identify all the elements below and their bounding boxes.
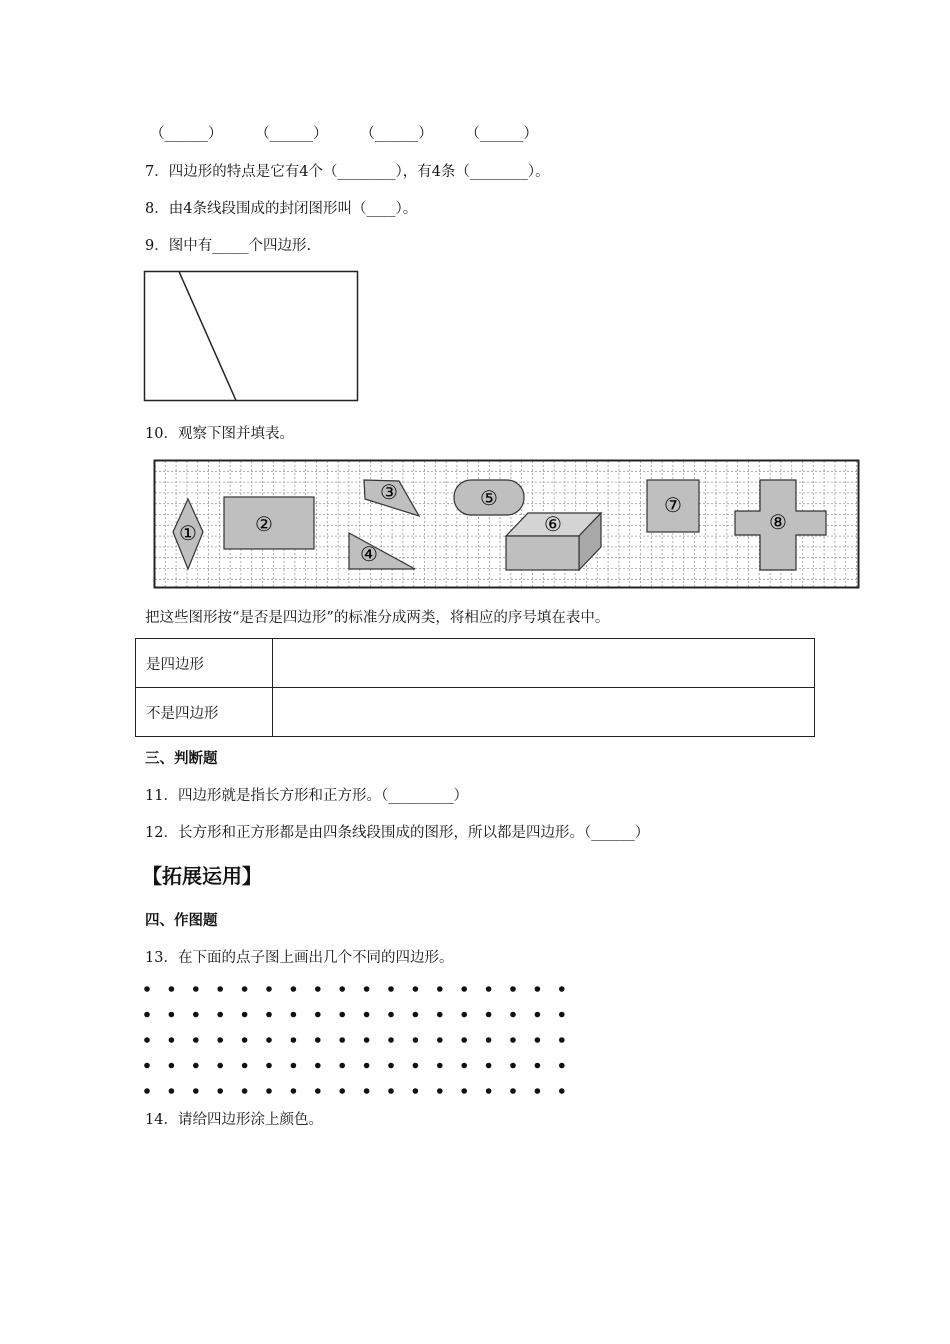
answer-blank[interactable]: （______） [465,126,538,142]
question-9: 9．图中有_____个四边形. [145,238,312,254]
grid-dot[interactable] [413,1012,419,1018]
grid-dot[interactable] [364,1012,370,1018]
grid-dot[interactable] [437,1063,443,1069]
section-4-heading: 四、作图题 [145,913,218,929]
question-8: 8．由4条线段围成的封闭图形叫（____）。 [145,201,418,217]
grid-dot[interactable] [193,1063,199,1069]
grid-dot[interactable] [144,1088,150,1094]
answer-blank[interactable]: （______） [150,126,223,142]
grid-dot[interactable] [315,1037,321,1043]
grid-dot[interactable] [169,1037,175,1043]
grid-dot[interactable] [144,1037,150,1043]
q9-divider-line [179,272,236,401]
table-row [136,688,815,737]
question-14: 14．请给四边形涂上颜色。 [145,1112,323,1128]
grid-dot[interactable] [535,1012,541,1018]
grid-dot[interactable] [217,986,223,992]
grid-dot[interactable] [388,1063,394,1069]
grid-dot[interactable] [388,1088,394,1094]
grid-dot[interactable] [510,986,516,992]
question-10: 10．观察下图并填表。 [145,426,294,442]
answer-blank[interactable]: （______） [360,126,433,142]
grid-dot[interactable] [461,1012,467,1018]
grid-dot[interactable] [461,1063,467,1069]
grid-dot[interactable] [217,1012,223,1018]
extension-title: 【拓展运用】 [142,864,262,888]
grid-dot[interactable] [242,1037,248,1043]
grid-dot[interactable] [242,1088,248,1094]
grid-dot[interactable] [169,1088,175,1094]
grid-dot[interactable] [510,1037,516,1043]
grid-dot[interactable] [388,1037,394,1043]
grid-dot[interactable] [486,1063,492,1069]
grid-dot[interactable] [437,1088,443,1094]
grid-dot[interactable] [144,1063,150,1069]
grid-dot[interactable] [144,986,150,992]
q10-shape-grid [153,459,861,591]
grid-dot[interactable] [217,1063,223,1069]
shape-label-4: ④ [360,542,378,566]
grid-dot[interactable] [315,1012,321,1018]
grid-dot[interactable] [535,1037,541,1043]
grid-dot[interactable] [559,1088,565,1094]
grid-dot[interactable] [364,1088,370,1094]
grid-dot[interactable] [169,1012,175,1018]
shape-label-2: ② [255,512,273,536]
grid-dot[interactable] [559,1012,565,1018]
grid-dot[interactable] [291,986,297,992]
answer-cell-not-quadrilateral[interactable] [273,688,815,737]
grid-dot[interactable] [461,986,467,992]
question-7: 7．四边形的特点是它有4个（________），有4条（________）。 [145,164,550,180]
shape-label-3: ③ [380,480,398,504]
question-13: 13．在下面的点子图上画出几个不同的四边形。 [145,950,454,966]
table-row [136,639,815,688]
answer-blanks-row [150,124,566,144]
grid-dot[interactable] [339,1037,345,1043]
shape-label-7: ⑦ [664,493,682,517]
grid-dot[interactable] [217,1088,223,1094]
grid-dot[interactable] [217,1037,223,1043]
grid-dot[interactable] [364,986,370,992]
grid-dot[interactable] [535,1063,541,1069]
answer-cell-is-quadrilateral[interactable] [273,639,815,688]
grid-dot[interactable] [144,1012,150,1018]
shape-label-8: ⑧ [769,510,787,534]
grid-dot[interactable] [193,1012,199,1018]
grid-dot[interactable] [364,1063,370,1069]
grid-dot[interactable] [486,986,492,992]
grid-dot[interactable] [388,1012,394,1018]
grid-dot[interactable] [242,1063,248,1069]
shape-label-6: ⑥ [544,512,562,536]
grid-dot[interactable] [413,1037,419,1043]
grid-dot[interactable] [339,1088,345,1094]
grid-dot[interactable] [486,1088,492,1094]
row-label-not-quadrilateral: 不是四边形 [136,688,273,737]
grid-dot[interactable] [266,1063,272,1069]
grid-dot[interactable] [315,1063,321,1069]
grid-dot[interactable] [388,986,394,992]
grid-dot[interactable] [413,1088,419,1094]
grid-dot[interactable] [266,1088,272,1094]
section-3-heading: 三、判断题 [145,751,218,767]
grid-dot[interactable] [437,986,443,992]
grid-dot[interactable] [535,986,541,992]
grid-dot[interactable] [266,986,272,992]
row-label-is-quadrilateral: 是四边形 [136,639,273,688]
grid-dot[interactable] [242,986,248,992]
grid-dot[interactable] [510,1088,516,1094]
grid-dot[interactable] [193,986,199,992]
q9-figure [143,270,361,404]
grid-dot[interactable] [339,1012,345,1018]
grid-dot[interactable] [461,1037,467,1043]
shape-6-box-front [506,536,579,570]
grid-dot[interactable] [486,1012,492,1018]
grid-dot[interactable] [193,1037,199,1043]
grid-dot[interactable] [461,1088,467,1094]
dot-grid[interactable] [138,981,568,1097]
q9-rectangle [145,272,358,401]
grid-dot[interactable] [339,1063,345,1069]
grid-dot[interactable] [535,1088,541,1094]
grid-dot[interactable] [437,1037,443,1043]
grid-dot[interactable] [486,1037,492,1043]
shape-4-triangle [349,533,415,569]
grid-dot[interactable] [413,986,419,992]
answer-blank[interactable]: （______） [255,126,328,142]
grid-dot[interactable] [169,1063,175,1069]
grid-dot[interactable] [315,986,321,992]
grid-dot[interactable] [559,986,565,992]
question-12: 12．长方形和正方形都是由四条线段围成的图形，所以都是四边形。（______） [145,825,650,841]
grid-dot[interactable] [291,1063,297,1069]
grid-dot[interactable] [437,1012,443,1018]
grid-dot[interactable] [193,1088,199,1094]
shape-label-5: ⑤ [480,486,498,510]
grid-dot[interactable] [242,1012,248,1018]
grid-dot[interactable] [559,1037,565,1043]
grid-dot[interactable] [364,1037,370,1043]
shape-label-1: ① [179,521,197,545]
classification-table [135,638,815,737]
question-10-instruction: 把这些图形按“是否是四边形”的标准分成两类，将相应的序号填在表中。 [145,610,610,626]
grid-dot[interactable] [169,986,175,992]
grid-dot[interactable] [510,1012,516,1018]
grid-dot[interactable] [315,1088,321,1094]
grid-dot[interactable] [291,1012,297,1018]
grid-dot[interactable] [413,1063,419,1069]
grid-dot[interactable] [291,1037,297,1043]
grid-dot[interactable] [559,1063,565,1069]
grid-dot[interactable] [266,1012,272,1018]
grid-dot[interactable] [510,1063,516,1069]
grid-dot[interactable] [266,1037,272,1043]
grid-dot[interactable] [291,1088,297,1094]
grid-dot[interactable] [339,986,345,992]
question-11: 11．四边形就是指长方形和正方形。（_________） [145,788,468,804]
